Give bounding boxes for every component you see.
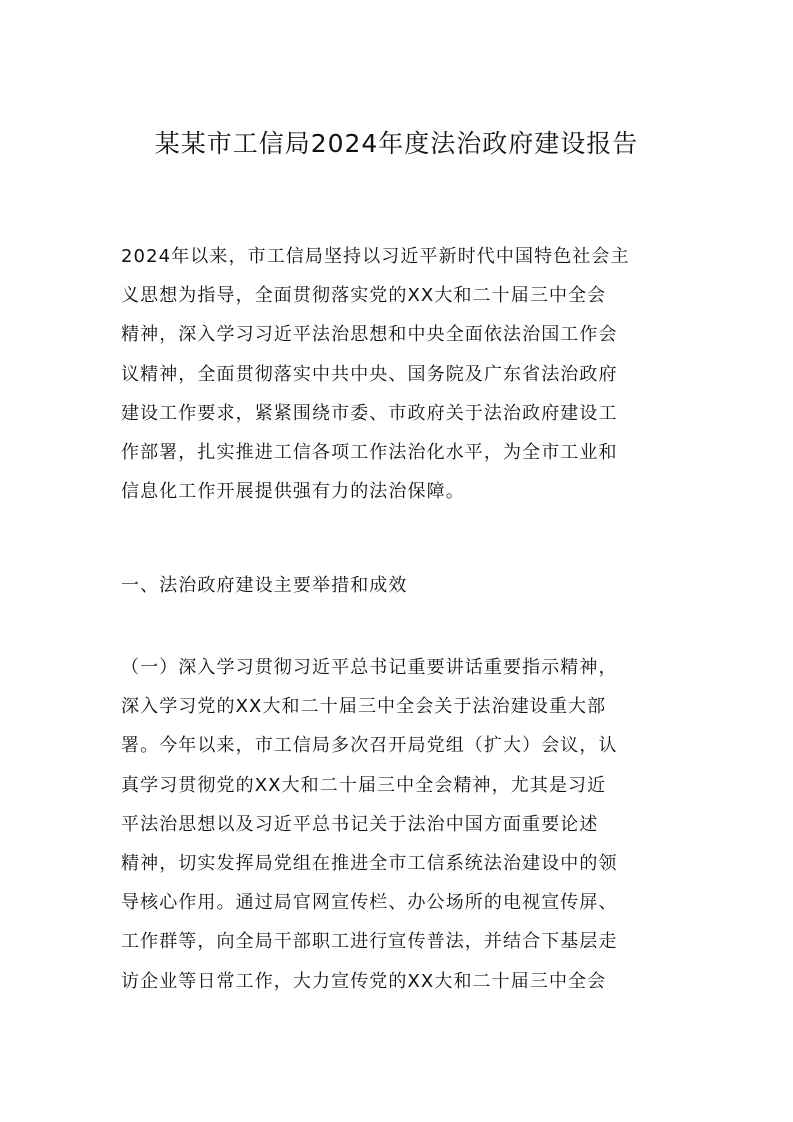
paragraph-line: 精神，切实发挥局党组在推进全市工信系统法治建设中的领 [121,852,618,874]
paragraph-line: 作部署，扎实推进工信各项工作法治化水平，为全市工业和 [121,441,618,463]
intro-paragraph [121,237,681,511]
section-heading-text: 一、法治政府建设主要举措和成效 [121,575,408,596]
subsection-paragraph [121,648,681,1001]
paragraph-line: 署。今年以来，市工信局多次召开局党组（扩大）会议，认 [121,735,618,757]
paragraph-line: 议精神，全面贯彻落实中共中央、国务院及广东省法治政府 [121,363,618,385]
paragraph-line: 平法治思想以及习近平总书记关于法治中国方面重要论述 [121,813,599,835]
paragraph-line: 2024年以来，市工信局坚持以习近平新时代中国特色社会主 [121,246,630,267]
paragraph-line: 义思想为指导，全面贯彻落实党的XX大和二十届三中全会 [121,285,607,307]
paragraph-line: 访企业等日常工作，大力宣传党的XX大和二十届三中全会 [121,970,607,992]
paragraph-line: 建设工作要求，紧紧围绕市委、市政府关于法治政府建设工 [121,402,618,424]
paragraph-line: 工作群等，向全局干部职工进行宣传普法，并结合下基层走 [121,931,618,953]
paragraph-line: （一）深入学习贯彻习近平总书记重要讲话重要指示精神， [121,657,618,678]
section-heading [121,566,681,605]
paragraph-line: 深入学习党的XX大和二十届三中全会关于法治建设重大部 [121,696,607,718]
paragraph-line: 精神，深入学习习近平法治思想和中央全面依法治国工作会 [121,324,618,346]
document-title: 某某市工信局2024年度法治政府建设报告 [154,129,639,158]
paragraph-line: 真学习贯彻党的XX大和二十届三中全会精神，尤其是习近 [121,774,607,796]
paragraph-line: 导核心作用。通过局官网宣传栏、办公场所的电视宣传屏、 [121,892,618,914]
paragraph-line: 信息化工作开展提供强有力的法治保障。 [121,481,465,503]
